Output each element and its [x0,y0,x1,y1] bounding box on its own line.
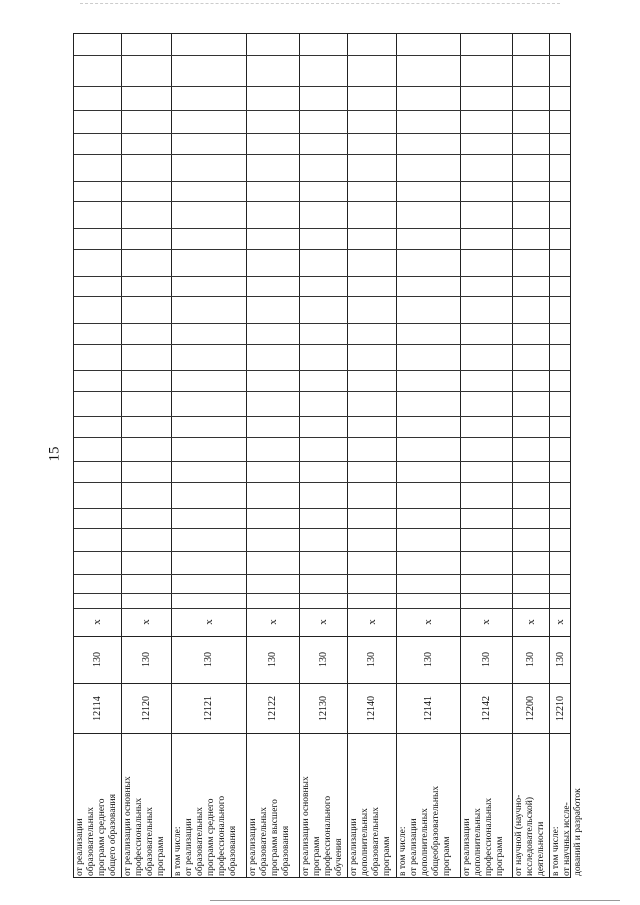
row-name: от реализации основных программ профессионального обучения [301,776,344,876]
row-kosgu: 130 [267,652,278,667]
bottom-scan-rule [210,900,620,901]
top-scan-rule [80,3,560,4]
row-mark: x [524,619,537,625]
row-code: 12121 [203,695,214,721]
row-mark: x [365,619,378,625]
row-code: 12141 [422,695,434,721]
row-name: от реализации основных профессиональных образовательных программ [123,776,166,876]
row-name: от реализации дополнительных профессиональных программ [462,797,505,876]
row-kosgu: 130 [554,652,566,667]
row-name: в том числе: от реализации образовательных программ среднего профессионального образования [173,795,238,876]
row-kosgu: 130 [422,652,434,667]
row-name: в том числе: от реализации дополнительных общеобразовательных программ [398,785,452,876]
row-code: 12130 [317,695,329,721]
row-code: 12140 [366,695,377,721]
row-name: от реализации образовательных программ среднего общего образования [75,793,118,876]
data-table [73,33,583,878]
row-mark: x [202,619,215,625]
row-kosgu: 130 [525,652,536,667]
page-number: 15 [46,446,63,462]
row-code: 12200 [525,695,536,721]
table-border [73,33,571,878]
row-name: в том числе: от научных иссле- дований и разработок [551,788,583,876]
row-name: от научной (научно- исследовательской) деятельности [514,794,546,876]
row-kosgu: 130 [140,652,152,667]
row-code: 12210 [554,695,566,721]
row-mark: x [91,619,103,625]
row-mark: x [554,619,566,625]
row-name: от реализации образовательных программ высшего образования [248,799,291,876]
row-kosgu: 130 [366,652,377,667]
row-mark: x [140,619,152,625]
row-mark: x [480,619,492,625]
row-code: 12114 [91,695,103,721]
row-mark: x [317,619,329,625]
row-name: от реализации дополнительных образовательных программ [349,807,392,876]
row-kosgu: 130 [480,652,492,667]
row-code: 12122 [267,695,278,721]
row-kosgu: 130 [203,652,214,667]
row-kosgu: 130 [317,652,329,667]
row-kosgu: 130 [91,652,103,667]
row-code: 12142 [480,695,492,721]
row-mark: x [266,619,279,625]
row-mark: x [422,619,434,625]
row-code: 12120 [140,695,152,721]
